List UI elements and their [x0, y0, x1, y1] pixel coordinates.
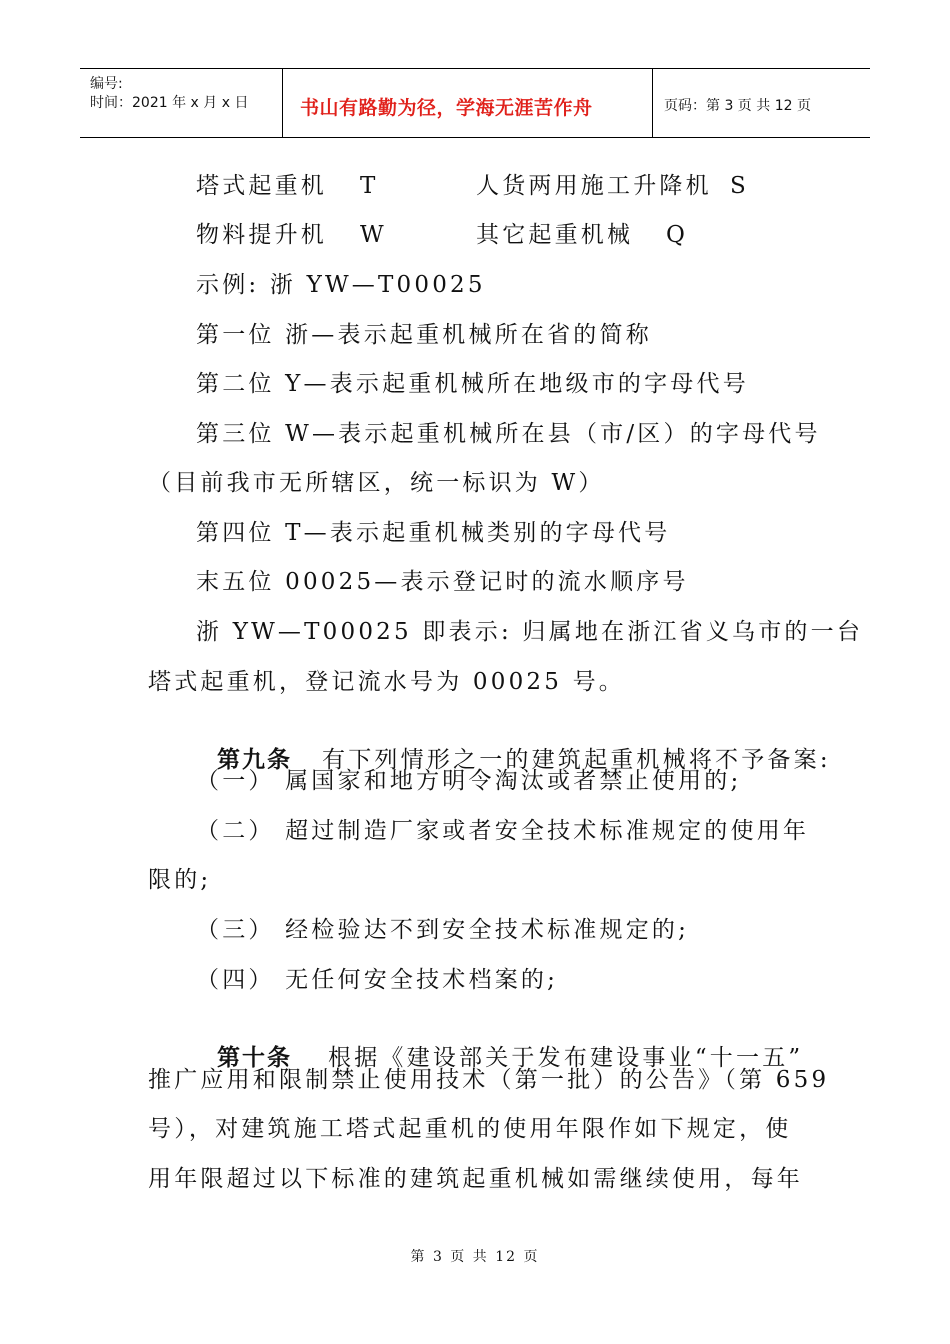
article-10-line: 推广应用和限制禁止使用技术（第一批）的公告》（第 659	[148, 1067, 830, 1093]
article-10-text: 根据《建设部关于发布建设事业“十一五”	[328, 1045, 804, 1071]
article-9-item: 限的;	[148, 867, 212, 893]
article-9-item: （二） 超过制造厂家或者安全技术标准规定的使用年	[196, 818, 810, 844]
body-line: （目前我市无所辖区，统一标识为 W）	[148, 470, 605, 496]
header-page-cell	[652, 69, 870, 137]
page-header	[80, 68, 870, 138]
type-code-w: W	[360, 222, 387, 248]
article-10-heading	[196, 1016, 803, 1072]
header-slogan-cell	[282, 69, 653, 137]
header-meta	[80, 69, 283, 137]
body-line: 第四位 T—表示起重机械类别的字母代号	[196, 520, 671, 546]
article-9-item: （三） 经检验达不到安全技术标准规定的;	[196, 917, 690, 943]
type-code-t: T	[360, 173, 379, 199]
body-line: 第三位 W—表示起重机械所在县（市/区）的字母代号	[196, 421, 821, 447]
body-line: 第二位 Y—表示起重机械所在地级市的字母代号	[196, 371, 749, 397]
article-9-item: （四） 无任何安全技术档案的;	[196, 967, 559, 993]
header-page-info: 页码：第 3 页 共 12 页	[664, 98, 811, 114]
body-line: 末五位 00025—表示登记时的流水顺序号	[196, 569, 689, 595]
type-code-s: S	[730, 173, 749, 199]
type-name-tower-crane: 塔式起重机	[196, 173, 327, 199]
body-line: 浙 YW—T00025 即表示: 归属地在浙江省义乌市的一台	[196, 619, 864, 645]
type-name-other: 其它起重机械	[476, 222, 634, 248]
body-line: 第一位 浙—表示起重机械所在省的简称	[196, 322, 652, 348]
article-9-title: 第九条	[217, 747, 293, 773]
article-9-heading	[196, 718, 831, 774]
type-name-hoist: 物料提升机	[196, 222, 327, 248]
article-10-line: 号），对建筑施工塔式起重机的使用年限作如下规定，使	[148, 1116, 792, 1142]
page-footer: 第 3 页 共 12 页	[410, 1249, 540, 1265]
article-10-line: 用年限超过以下标准的建筑起重机械如需继续使用，每年	[148, 1166, 803, 1192]
type-name-elevator: 人货两用施工升降机	[476, 173, 712, 199]
article-9-text: 有下列情形之一的建筑起重机械将不予备案:	[322, 747, 831, 773]
header-slogan: 书山有路勤为径，学海无涯苦作舟	[300, 97, 593, 119]
body-line: 塔式起重机，登记流水号为 00025 号。	[148, 669, 625, 695]
type-code-q: Q	[666, 222, 689, 248]
article-9-item: （一） 属国家和地方明令淘汰或者禁止使用的;	[196, 768, 742, 794]
article-10-title: 第十条	[217, 1045, 293, 1071]
time-label: 时间：2021 年 x 月 x 日	[90, 95, 249, 111]
number-label: 编号:	[90, 76, 123, 92]
body-line: 示例: 浙 YW—T00025	[196, 272, 486, 298]
